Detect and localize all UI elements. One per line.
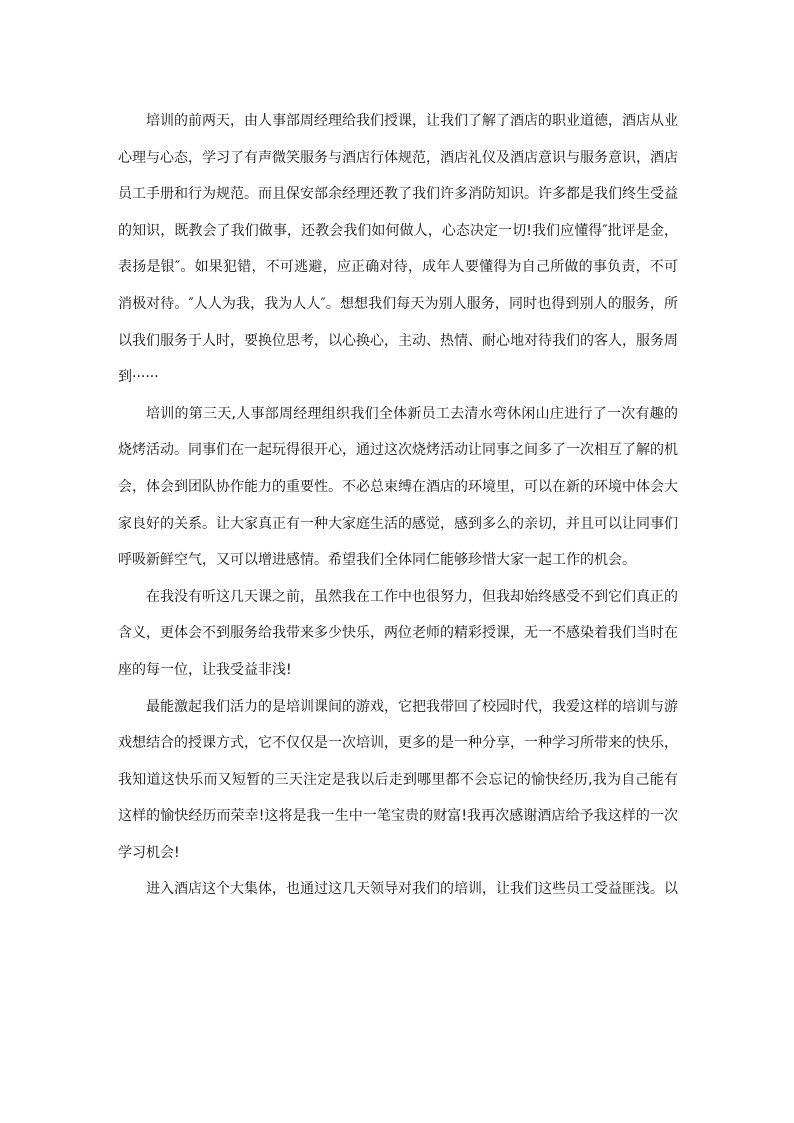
paragraph-before-classes: 在我没有听这几天课之前，虽然我在工作中也很努力，但我却始终感受不到它们真正的含义，更体会不到服务给我带来多少快乐，两位老师的精彩授课，无一不感染着我们当时在座的每一位，让我受益非浅! [118,588,678,678]
paragraph-training-third-day: 培训的第三天,人事部周经理组织我们全体新员工去清水弯休闲山庄进行了一次有趣的烧烤活动。同事们在一起玩得很开心，通过这次烧烤活动让同事之间多了一次相互了解的机会，体会到团队协作能力的重要性。不必总束缚在酒店的环境里，可以在新的环境中体会大家良好的关系。让大家真正有一种大家庭生活的感觉，感到多么的亲切，并且可以让同事们呼吸新鲜空气，又可以增进感情。希望我们全体同仁能够珍惜大家一起工作的机会。 [118,405,678,569]
paragraph-joining-hotel: 进入酒店这个大集体，也通过这几天领导对我们的培训，让我们这些员工受益匪浅。以 [146,881,678,898]
paragraph-games: 最能激起我们活力的是培训课间的游戏，它把我带回了校园时代，我爱这样的培训与游戏想结合的授课方式，它不仅仅是一次培训，更多的是一种分享，一种学习所带来的快乐，我知道这快乐而又短暂的三天注定是我以后走到哪里都不会忘记的愉快经历,我为自己能有这样的愉快经历而荣幸!这将是我一生中一笔宝贵的财富!我再次感谢酒店给予我这样的一次学习机会! [118,698,678,861]
paragraph-training-first-two-days: 培训的前两天，由人事部周经理给我们授课，让我们了解了酒店的职业道德，酒店从业心理与心态，学习了有声微笑服务与酒店行体规范，酒店礼仪及酒店意识与服务意识，酒店员工手册和行为规范。而且保安部余经理还教了我们许多消防知识。许多都是我们终生受益的知识，既教会了我们做事，还教会我们如何做人，心态决定一切!我们应懂得″批评是金，表扬是银″。如果犯错，不可逃避，应正确对待，成年人要懂得为自己所做的事负责，不可消极对待。″人人为我，我为人人″。想想我们每天为别人服务，同时也得到别人的服务，所以我们服务于人时，要换位思考，以心换心，主动、热情、耐心地对待我们的客人，服务周到······ [118,113,678,386]
document-body [118,103,678,908]
